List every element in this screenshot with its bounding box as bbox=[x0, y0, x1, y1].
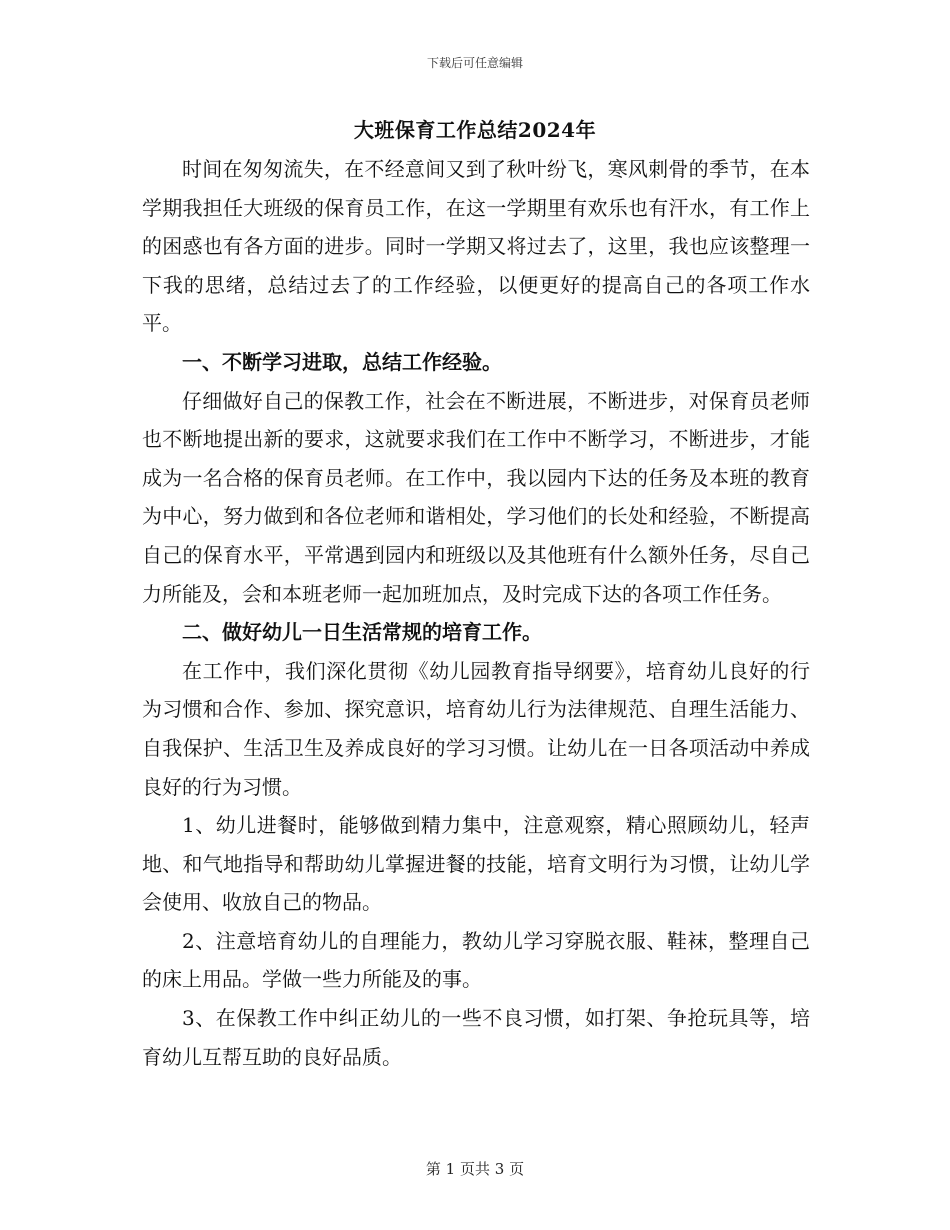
paragraph-item-3: 3、在保教工作中纠正幼儿的一些不良习惯，如打架、争抢玩具等，培育幼儿互帮互助的良好品质。 bbox=[142, 1006, 810, 1069]
header-note: 下载后可任意编辑 bbox=[426, 56, 523, 70]
page-footer: 第 1 页共 3 页 bbox=[425, 1160, 525, 1178]
document-body bbox=[142, 150, 810, 1076]
section-heading-1: 一、不断学习进取，总结工作经验。 bbox=[182, 349, 502, 374]
paragraph-item-2: 2、注意培育幼儿的自理能力，教幼儿学习穿脱衣服、鞋袜，整理自己的床上用品。学做一些力所能及的事。 bbox=[142, 928, 810, 992]
paragraph-intro: 时间在匆匆流失，在不经意间又到了秋叶纷飞，寒风刺骨的季节，在本学期我担任大班级的保育员工作，在这一学期里有欢乐也有汗水，有工作上的困惑也有各方面的进步。同时一学期又将过去了，这里，我也应该整理一下我的思绪，总结过去了的工作经验，以便更好的提高自己的各项工作水平。 bbox=[142, 157, 810, 336]
paragraph-routine: 在工作中，我们深化贯彻《幼儿园教育指导纲要》，培育幼儿良好的行为习惯和合作、参加、探究意识，培育幼儿行为法律规范、自理生活能力、自我保护、生活卫生及养成良好的学习习惯。让幼儿在一日各项活动中养成良好的行为习惯。 bbox=[142, 658, 810, 799]
document-title: 大班保育工作总结2024年 bbox=[353, 118, 597, 142]
paragraph-item-1: 1、幼儿进餐时，能够做到精力集中，注意观察，精心照顾幼儿，轻声地、和气地指导和帮助幼儿掌握进餐的技能，培育文明行为习惯，让幼儿学会使用、收放自己的物品。 bbox=[142, 813, 810, 915]
section-heading-2: 二、做好幼儿一日生活常规的培育工作。 bbox=[182, 620, 542, 645]
paragraph-learning: 仔细做好自己的保教工作，社会在不断进展，不断进步，对保育员老师也不断地提出新的要求，这就要求我们在工作中不断学习，不断进步，才能成为一名合格的保育员老师。在工作中，我以园内下达的任务及本班的教育为中心，努力做到和各位老师和谐相处，学习他们的长处和经验，不断提高自己的保育水平，平常遇到园内和班级以及其他班有什么额外任务，尽自己力所能及，会和本班老师一起加班加点，及时完成下达的各项工作任务。 bbox=[142, 388, 810, 606]
